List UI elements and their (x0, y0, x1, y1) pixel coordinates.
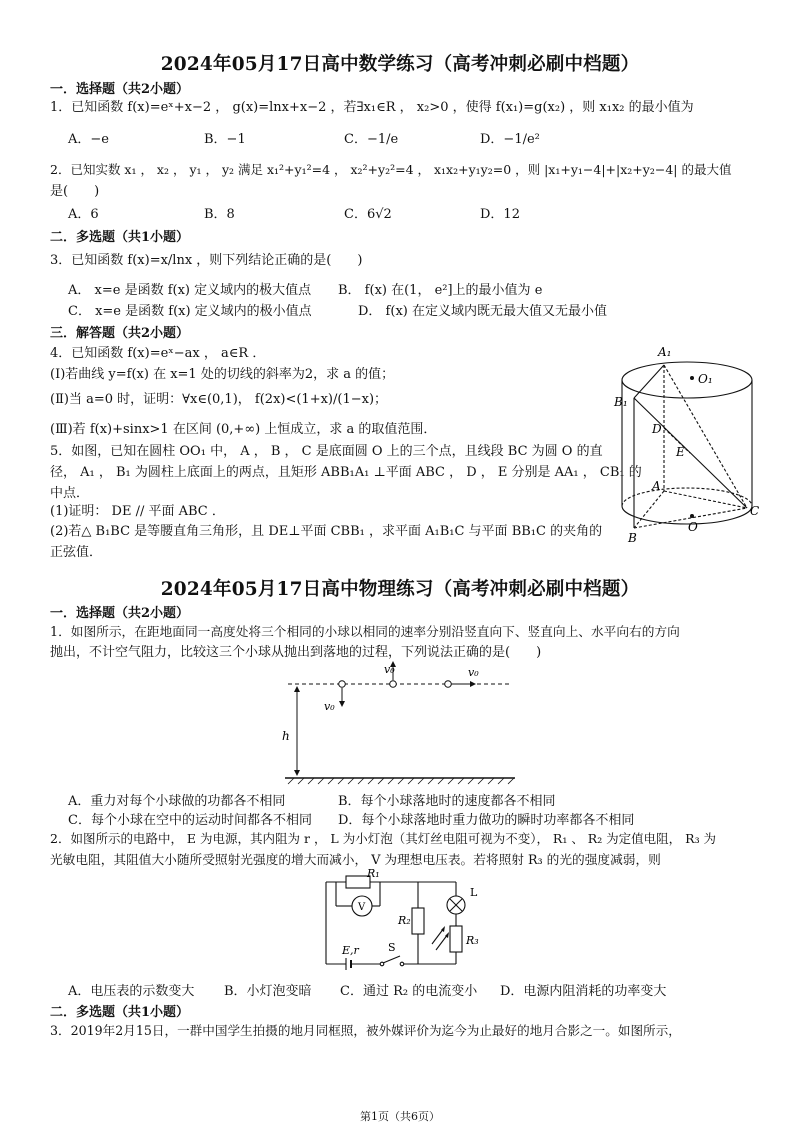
physics-q1-option-b: B．每个小球落地时的速度都各不相同 (338, 794, 556, 809)
math-section-answer: 三．解答题（共2小题） (50, 326, 190, 341)
label-source: E,r (342, 944, 359, 957)
math-q4-part3: (Ⅲ)若 f(x)+sinx>1 在区间 (0,+∞) 上恒成立，求 a 的取值范围． (50, 422, 437, 437)
math-q1-stem: 1．已知函数 f(x)=eˣ+x−2 ， g(x)=lnx+x−2 ，若∃x₁∈R ， x₂>0 ，使得 f(x₁)=g(x₂) ，则 x₁x₂ 的最小值为 (50, 100, 694, 115)
math-q1-option-d: D．−1/e² (480, 132, 540, 147)
bottom-ellipse-front (622, 506, 752, 524)
label-r2: R₂ (398, 914, 411, 927)
label-switch: S (388, 941, 396, 954)
label-v0-down: v₀ (324, 700, 335, 713)
math-q2-option-c: C．6√2 (344, 207, 392, 222)
math-q4-stem: 4．已知函数 f(x)=eˣ−ax ， a∈R ． (50, 346, 266, 361)
edge-b1c (634, 398, 747, 508)
label-b: B (628, 531, 637, 545)
switch-blade (383, 956, 400, 963)
math-q2-stem-line2: 是( ) (50, 184, 100, 199)
label-b1: B₁ (614, 395, 628, 409)
edge-ac (664, 491, 747, 508)
math-q3-option-b: B． f(x) 在(1， e²]上的最小值为 e (338, 283, 543, 298)
physics-q1-stem-line1: 1．如图所示，在距地面同一高度处将三个相同的小球以相同的速率分别沿竖直向下、竖直向上、水平向右的方向 (50, 624, 680, 639)
label-c: C (750, 504, 760, 518)
math-title: 2024年05月17日高中数学练习（高考冲刺必刷中档题） (160, 54, 640, 75)
physics-q2-stem-line2: 光敏电阻，其阻值大小随所受照射光强度的增大而减小， V 为理想电压表。若将照射 R₃ 的光的强度减弱，则 (50, 852, 661, 867)
label-h: h (282, 729, 290, 743)
ground-hatching (288, 778, 514, 784)
math-q4-part1: (Ⅰ)若曲线 y=f(x) 在 x=1 处的切线的斜率为2，求 a 的值； (50, 367, 395, 382)
math-q2-option-a: A．6 (68, 207, 99, 222)
label-o: O (688, 520, 698, 534)
center-o-dot (690, 514, 694, 518)
switch-contact-right (400, 962, 404, 966)
math-q5-part1: (1)证明： DE // 平面 ABC ． (50, 504, 225, 519)
math-section-choice: 一．选择题（共2小题） (50, 82, 190, 97)
math-q5-stem-line1: 5．如图，已知在圆柱 OO₁ 中， A ， B ， C 是底面圆 O 上的三个点，且线段 BC 为圆 O 的直 (50, 444, 603, 459)
math-q1-option-a: A．−e (68, 132, 109, 147)
physics-section-choice: 一．选择题（共2小题） (50, 606, 190, 621)
physics-q2-option-c: C．通过 R₂ 的电流变小 (340, 984, 478, 999)
math-q3-option-d: D． f(x) 在定义域内既无最大值又无最小值 (358, 304, 607, 319)
label-r1: R₁ (367, 867, 380, 880)
physics-q1-stem-line2: 抛出，不计空气阻力，比较这三个小球从抛出到落地的过程，下列说法正确的是( ) (50, 645, 542, 660)
circuit-figure (318, 860, 493, 980)
math-q3-option-c: C． x=e 是函数 f(x) 定义域内的极小值点 (68, 304, 312, 319)
math-q1-option-c: C．−1/e (344, 132, 399, 147)
label-r3: R₃ (466, 934, 479, 947)
label-v0-right: v₀ (468, 666, 479, 679)
label-d: D (652, 422, 662, 436)
resistor-r2 (412, 908, 424, 934)
math-q5-part2-line2: 正弦值． (50, 545, 103, 560)
physics-q2-option-d: D．电源内阻消耗的功率变大 (500, 984, 667, 999)
math-q5-stem-line2: 径， A₁ ， B₁ 为圆柱上底面上的两点，且矩形 ABB₁A₁ ⊥平面 ABC ， D ， E 分别是 AA₁ ， CB₁ 的 (50, 465, 642, 480)
edge-a1c (664, 365, 747, 508)
page-footer: 第1页（共6页） (360, 1110, 440, 1123)
physics-title: 2024年05月17日高中物理练习（高考冲刺必刷中档题） (160, 579, 640, 600)
top-ellipse (622, 362, 752, 398)
ball-right (445, 681, 452, 688)
resistor-r3 (450, 926, 462, 952)
label-e: E (676, 445, 685, 459)
physics-q2-option-b: B．小灯泡变暗 (224, 984, 312, 999)
label-a: A (652, 479, 661, 493)
label-v0-up: v₀ (384, 663, 395, 676)
math-q5-part2-line1: (2)若△ B₁BC 是等腰直角三角形，且 DE⊥平面 CBB₁ ，求平面 A₁B₁C 与平面 BB₁C 的夹角的 (50, 524, 603, 539)
label-lamp: L (470, 886, 478, 899)
math-q3-option-a: A． x=e 是函数 f(x) 定义域内的极大值点 (68, 283, 312, 298)
physics-q2-option-a: A．电压表的示数变大 (68, 984, 195, 999)
bottom-ellipse-back (622, 488, 752, 506)
physics-q1-option-a: A．重力对每个小球做的功都各不相同 (68, 794, 286, 809)
physics-q3-stem: 3．2019年2月15日，一群中国学生拍摄的地月同框照，被外媒评价为迄今为止最好的地月合影之一。如图所示， (50, 1023, 681, 1038)
math-q5-stem-line3: 中点． (50, 486, 90, 501)
physics-q1-option-d: D．每个小球落地时重力做功的瞬时功率都各不相同 (338, 813, 635, 828)
cylinder-figure (612, 338, 772, 548)
math-q1-option-b: B．−1 (204, 132, 246, 147)
center-o1-dot (690, 376, 694, 380)
math-section-multi: 二．多选题（共1小题） (50, 230, 190, 245)
math-q2-stem-line1: 2．已知实数 x₁ ， x₂ ， y₁ ， y₂ 满足 x₁²+y₁²=4 ， x₂²+y₂²=4 ， x₁x₂+y₁y₂=0 ，则 |x₁+y₁−4|+|x₂+y₂−4| 的最大值 (50, 162, 732, 177)
math-q4-part2: (Ⅱ)当 a=0 时，证明：∀x∈(0,1)， f(2x)<(1+x)/(1−x)； (50, 392, 388, 407)
math-q2-option-b: B．8 (204, 207, 235, 222)
label-a1: A₁ (658, 345, 672, 359)
physics-q2-stem-line1: 2．如图所示的电路中， E 为电源，其内阻为 r ， L 为小灯泡（其灯丝电阻可视为不变）， R₁ 、 R₂ 为定值电阻， R₃ 为 (50, 831, 717, 846)
projectile-figure (280, 660, 525, 790)
label-o1: O₁ (698, 372, 713, 386)
math-q2-option-d: D．12 (480, 207, 520, 222)
math-q3-stem: 3．已知函数 f(x)=x/lnx ，则下列结论正确的是( ) (50, 253, 363, 268)
physics-section-multi: 二．多选题（共1小题） (50, 1005, 190, 1020)
ball-up (390, 681, 397, 688)
ball-down (339, 681, 346, 688)
label-voltmeter: V (358, 902, 366, 913)
physics-q1-option-c: C．每个小球在空中的运动时间都各不相同 (68, 813, 312, 828)
